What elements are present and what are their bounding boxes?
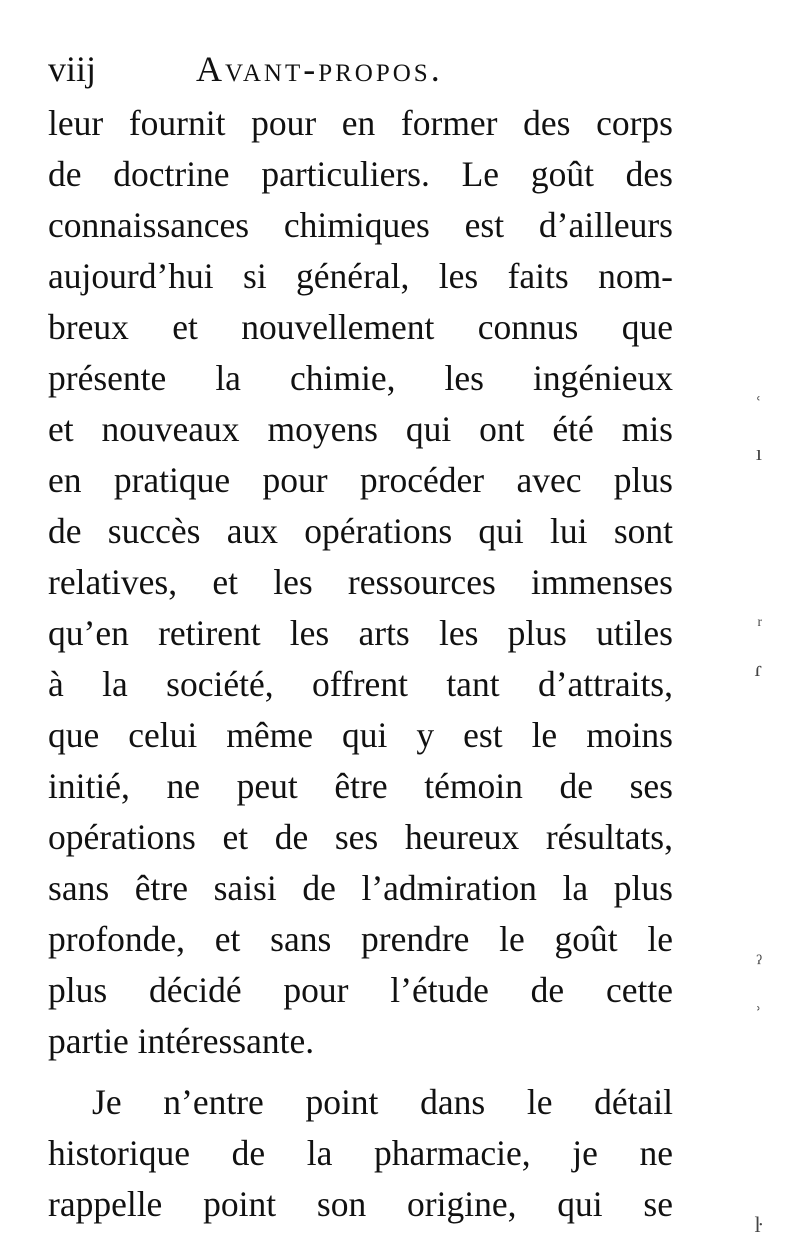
text-line: leur fournit pour en former des corps: [48, 103, 673, 143]
text-line: historique de la pharmacie, je ne: [48, 1133, 673, 1173]
paragraph-gap: [48, 1067, 673, 1077]
text-line: à la société, offrent tant d’attraits,: [48, 664, 673, 704]
text-line: initié, ne peut être témoin de ses: [48, 766, 673, 806]
text-line: partie intéressante.: [48, 1021, 315, 1061]
text-line: profonde, et sans prendre le goût le: [48, 919, 673, 959]
page-number: viij: [48, 49, 97, 89]
text-line: de succès aux opérations qui lui sont: [48, 511, 673, 551]
text-line: opérations et de ses heureux résultats,: [48, 817, 673, 857]
text-line: et nouveaux moyens qui ont été mis: [48, 409, 673, 449]
paragraph-2: [48, 1077, 673, 1230]
paragraph-1: [48, 98, 673, 1067]
running-title: Avant-propos.: [196, 49, 443, 89]
text-line: que celui même qui y est le moins: [48, 715, 673, 755]
bleed-through-mark: ʿ: [754, 392, 762, 417]
text-line: présente la chimie, les ingénieux: [48, 358, 673, 398]
bleed-through-mark: ʾ: [754, 1002, 762, 1027]
text-line: qu’en retirent les arts les plus utiles: [48, 613, 673, 653]
text-line: de doctrine particuliers. Le goût des: [48, 154, 673, 194]
text-line: relatives, et les ressources immenses: [48, 562, 673, 602]
book-page: [48, 40, 673, 1230]
bleed-through-mark: ı: [755, 440, 762, 465]
page-header: [48, 40, 673, 98]
text-line: Je n’entre point dans le détail: [92, 1082, 673, 1122]
text-line: en pratique pour procéder avec plus: [48, 460, 673, 500]
text-line: rappelle point son origine, qui se: [48, 1184, 673, 1224]
bleed-through-mark: ˀ: [756, 950, 762, 975]
bleed-through-mark: ɾ: [754, 656, 762, 681]
bleed-through-mark: ʳ: [757, 612, 762, 637]
text-line: connaissances chimiques est d’ailleurs: [48, 205, 673, 245]
text-line: plus décidé pour l’étude de cette: [48, 970, 673, 1010]
text-line: breux et nouvellement connus que: [48, 307, 673, 347]
bleed-through-mark: ŀ: [754, 1212, 762, 1237]
text-line: sans être saisi de l’admiration la plus: [48, 868, 673, 908]
text-line: aujourd’hui si général, les faits nom-: [48, 256, 673, 296]
